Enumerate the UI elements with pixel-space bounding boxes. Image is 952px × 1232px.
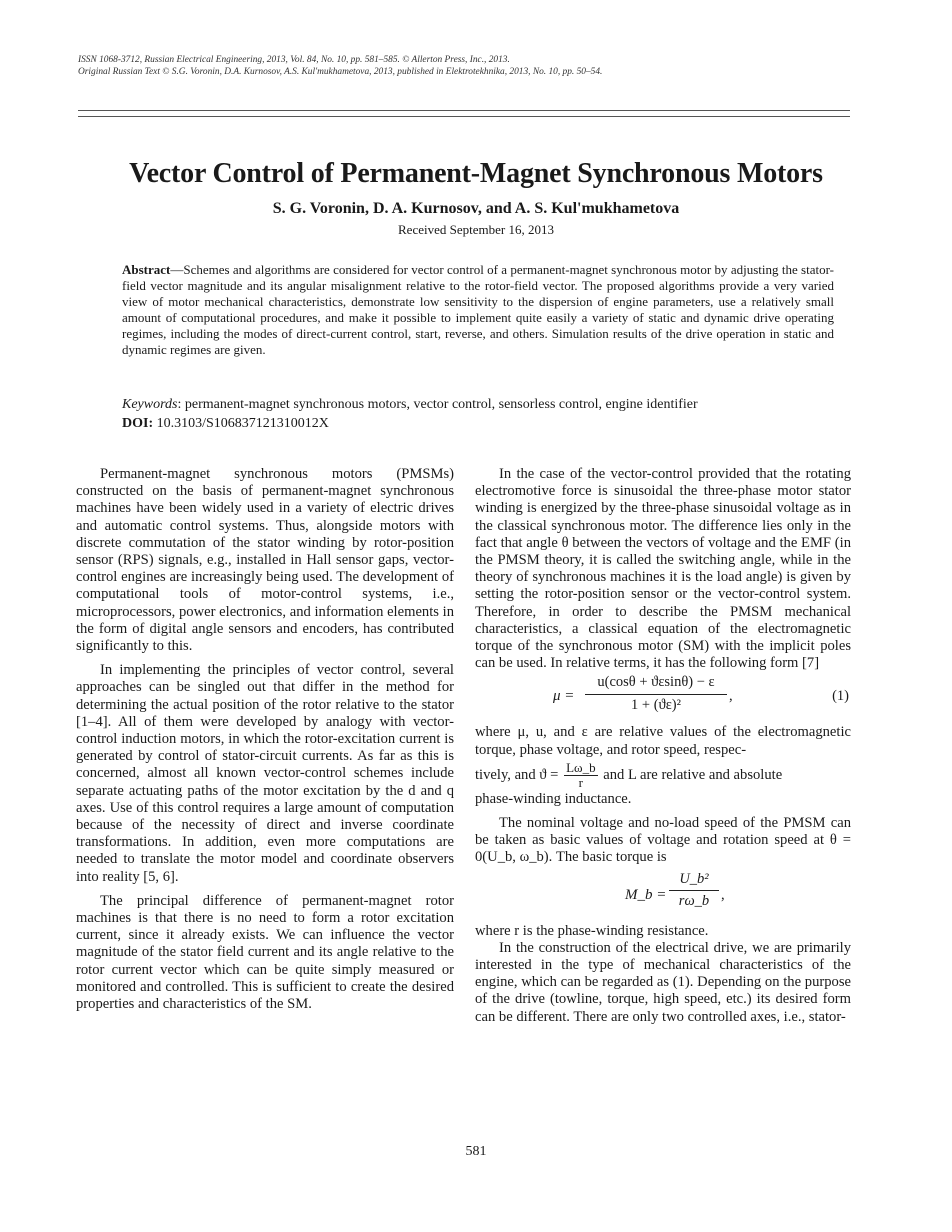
paragraph: The nominal voltage and no-load speed of the PMSM can be taken as basic values of voltage and rotation speed at θ = 0(U_b, ω_b). The basic torque is [475, 815, 851, 866]
paragraph: In the case of the vector-control provided that the rotating electromotive force is sinusoidal the three-phase motor stator winding is energized by the three-phase sinusoidal voltage as in the classical synchronous motor. The difference lies only in the fact that angle θ between the vectors of voltage and the EMF (in the PMSM theory, it is called the switching angle, while in the theory of synchronous machines it is the load angle) is given by setting the rotor-position sensor or the vector-control system. Therefore, in order to describe the PMSM mechanical characteristics, a classical equation of the electromagnetic torque of the synchronous motor (SM) with the implicit poles can be used. In relative terms, it has the following form [7] [475, 466, 851, 672]
equation-2 [475, 871, 851, 919]
theta-definition-fraction [564, 761, 598, 790]
paragraph: phase-winding inductance. [475, 790, 632, 807]
equation-1-lhs: μ = [553, 688, 575, 705]
equation-1-denominator: 1 + (ϑε)² [631, 696, 681, 713]
equation-2-comma: , [721, 886, 725, 903]
keywords-label: Keywords [122, 397, 178, 412]
header-divider-top [78, 110, 850, 111]
equation-1-number: (1) [832, 688, 849, 705]
left-column [76, 466, 454, 1013]
keywords [122, 396, 834, 414]
doi-label: DOI: [122, 416, 154, 431]
equation-2-denominator: rω_b [678, 892, 710, 909]
paper-title: Vector Control of Permanent-Magnet Synchronous Motors [129, 158, 823, 189]
journal-header [78, 54, 878, 78]
equation-2-numerator: U_b² [669, 871, 719, 891]
paragraph [475, 759, 851, 791]
abstract [122, 262, 834, 358]
theta-fraction-denominator: r [578, 775, 583, 790]
doi [122, 415, 834, 433]
equation-1-fraction [585, 674, 727, 713]
paragraph: The principal difference of permanent-magnet rotor machines is that there is no need to form a rotor excitation current, since it already exists. We can influence the vector magnitude of the stator field current and its angle relative to the rotor current vector which can be quite simply measured or monitored and controlled. This is sufficient to create the desired properties and characteristics of the SM. [76, 892, 454, 1013]
doi-value: 10.3103/S106837121310012X [153, 416, 329, 431]
equation-1-numerator: u(cosθ + ϑεsinθ) − ε [585, 674, 727, 694]
page-number: 581 [465, 1144, 487, 1159]
theta-fraction-numerator: Lω_b [566, 760, 596, 775]
received-date: Received September 16, 2013 [398, 222, 554, 237]
keywords-text: : permanent-magnet synchronous motors, vector control, sensorless control, engine identifier [177, 397, 698, 412]
paragraph: where μ, u, and ε are relative values of the electromagnetic torque, phase voltage, and rotor speed, respec- [475, 724, 851, 758]
header-divider-bottom [78, 116, 850, 117]
paragraph: where r is the phase-winding resistance. [475, 922, 709, 939]
equation-2-fraction [669, 871, 719, 910]
theta-definition-start: tively, and ϑ = [475, 766, 559, 783]
theta-definition-end: and L are relative and absolute [603, 766, 783, 783]
paper-authors: S. G. Voronin, D. A. Kurnosov, and A. S. Kul'mukhametova [272, 200, 680, 217]
abstract-label: Abstract [122, 262, 171, 277]
paragraph: Permanent-magnet synchronous motors (PMSMs) constructed on the basis of permanent-magnet synchronous machines have been widely used in a variety of electric drives and automatic control systems. Thus, alongside motors with discrete commutation of the stator winding by rotor-position sensor (RPS) signals, e.g., installed in Hall sensor gaps, vector-control engines are increasingly being used. The development of computational tools of motor-control systems, i.e., microprocessors, power electronics, and information elements in the form of digital angle sensors and encoders, has contributed significantly to this. [76, 466, 454, 655]
paragraph: In the construction of the electrical drive, we are primarily interested in the type of mechanical characteristics of the engine, which can be regarded as (1). Depending on the purpose of the drive (towline, torque, high speed, etc.) its desired form can be different. There are only two controlled axes, i.e., stator- [475, 939, 851, 1025]
header-original-text-line: Original Russian Text © S.G. Voronin, D.A. Kurnosov, A.S. Kul'mukhametova, 2013, published in Elektrotekhnika, 2013, No. 10, pp. 50–54. [78, 67, 603, 77]
paragraph: In implementing the principles of vector control, several approaches can be singled out that differ in the method for determining the actual position of the rotor relative to the stator [1–4]. All of them were developed by analogy with vector-control induction motors, in which the rotor-excitation current is generated by control of stator-circuit currents. As far as this is concerned, almost all known vector-control schemes include separate actuating paths of the motor excitation by the d and q axes. Use of this control requires a large amount of computation because of the necessity of direct and inverse coordinate transformations. In addition, even more computations are needed to translate the motor model and coordinate observers into reality [5, 6]. [76, 662, 454, 885]
equation-2-lhs: M_b = [625, 886, 667, 903]
equation-1 [475, 674, 851, 720]
right-column [475, 466, 851, 1026]
equation-1-comma: , [729, 688, 733, 705]
header-citation-line: ISSN 1068-3712, Russian Electrical Engineering, 2013, Vol. 84, No. 10, pp. 581–585. © Allerton Press, Inc., 2013. [78, 55, 510, 65]
abstract-text: —Schemes and algorithms are considered for vector control of a permanent-magnet synchronous motor by adjusting the stator-field vector magnitude and its angular misalignment relative to the rotor-field vector. The proposed algorithms provide a very varied view of motor mechanical characteristics, demonstrate low sensitivity to the dispersion of engine parameters, use a relatively small amount of computational procedures, and make it possible to implement quite easily a variety of static and dynamic drive operating regimes, including the modes of direct-current control, start, reverse, and others. Simulation results of the drive operation in static and dynamic regimes are given. [122, 262, 834, 357]
